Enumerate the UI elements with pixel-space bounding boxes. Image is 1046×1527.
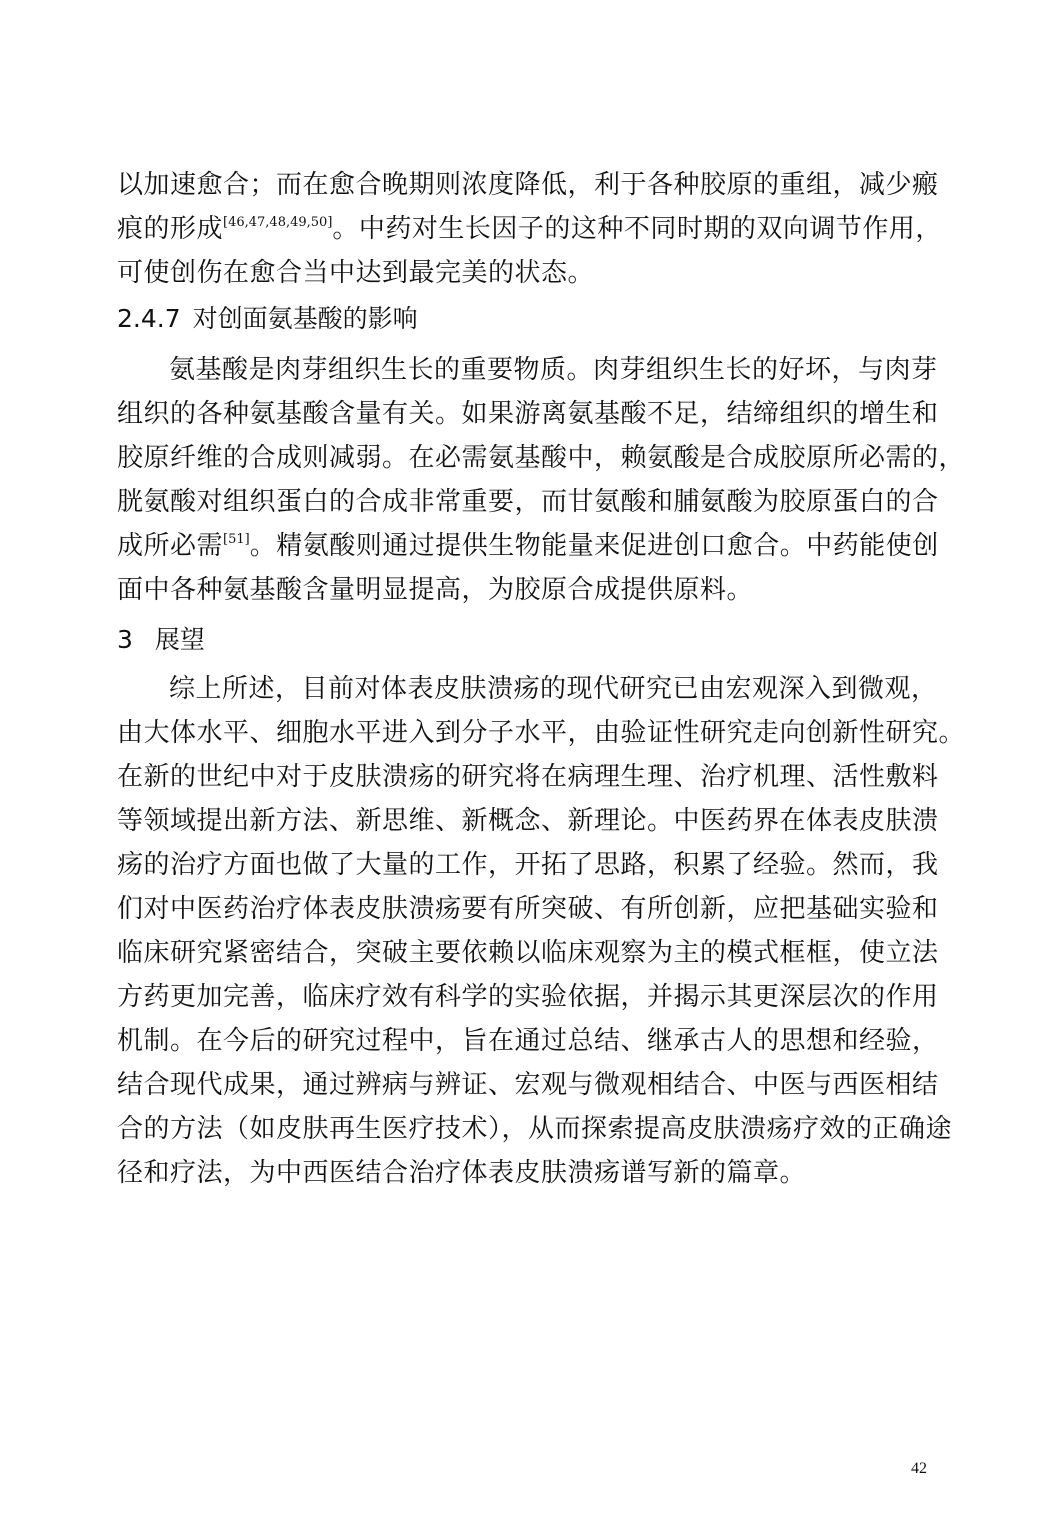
text-line: 疡的治疗方面也做了大量的工作，开拓了思路，积累了经验。然而，我 <box>117 850 939 880</box>
citation: [46,47,48,49,50] <box>223 215 333 230</box>
text-line: 胶原纤维的合成则减弱。在必需氨基酸中，赖氨酸是合成胶原所必需的， <box>117 443 966 473</box>
text-line: 等领域提出新方法、新思维、新概念、新理论。中医药界在体表皮肤溃 <box>117 806 939 836</box>
text-line <box>117 529 937 563</box>
text-line: 胱氨酸对组织蛋白的合成非常重要，而甘氨酸和脯氨酸为胶原蛋白的合 <box>117 487 939 517</box>
text-line: 径和疗法，为中西医结合治疗体表皮肤溃疡谱写新的篇章。 <box>117 1158 807 1188</box>
text-line: 可使创伤在愈合当中达到最完美的状态。 <box>117 258 595 288</box>
section-heading-3 <box>117 623 205 657</box>
text-fragment: 。中药对生长因子的这种不同时期的双向调节作用， <box>332 214 942 244</box>
text-line: 临床研究紧密结合，突破主要依赖以临床观察为主的模式框框，使立法 <box>117 938 939 968</box>
citation: [51] <box>223 532 250 547</box>
page-number: 42 <box>911 1460 927 1477</box>
section-number: 2.4.7 <box>117 304 181 333</box>
text-line: 们对中医药治疗体表皮肤溃疡要有所突破、有所创新，应把基础实验和 <box>117 894 939 924</box>
text-line: 方药更加完善，临床疗效有科学的实验依据，并揭示其更深层次的作用 <box>117 982 939 1012</box>
text-line: 合的方法（如皮肤再生医疗技术），从而探索提高皮肤溃疡疗效的正确途 <box>117 1114 953 1144</box>
text-line: 由大体水平、细胞水平进入到分子水平，由验证性研究走向创新性研究。 <box>117 718 966 748</box>
text-line: 机制。在今后的研究过程中，旨在通过总结、继承古人的思想和经验， <box>117 1026 939 1056</box>
section-title: 对创面氨基酸的影响 <box>192 304 418 333</box>
text-line: 结合现代成果，通过辨病与辨证、宏观与微观相结合、中医与西医相结 <box>117 1070 939 1100</box>
text-line: 综上所述，目前对体表皮肤溃疡的现代研究已由宏观深入到微观， <box>169 674 938 704</box>
text-line: 氨基酸是肉芽组织生长的重要物质。肉芽组织生长的好坏，与肉芽 <box>169 355 938 385</box>
section-heading-2-4-7 <box>117 302 418 336</box>
text-line: 面中各种氨基酸含量明显提高，为胶原合成提供原料。 <box>117 575 754 605</box>
text-line <box>117 212 942 246</box>
section-number: 3 <box>117 625 133 654</box>
text-line: 在新的世纪中对于皮肤溃疡的研究将在病理生理、治疗机理、活性敷料 <box>117 762 939 792</box>
text-fragment: 痕的形成 <box>117 214 224 244</box>
text-line: 以加速愈合；而在愈合晚期则浓度降低，利于各种胶原的重组，减少瘢 <box>117 170 939 200</box>
text-fragment: 成所必需 <box>117 531 224 561</box>
text-fragment: 。精氨酸则通过提供生物能量来促进创口愈合。中药能使创 <box>249 531 939 561</box>
section-title: 展望 <box>154 625 205 654</box>
text-line: 组织的各种氨基酸含量有关。如果游离氨基酸不足，结缔组织的增生和 <box>117 399 939 429</box>
